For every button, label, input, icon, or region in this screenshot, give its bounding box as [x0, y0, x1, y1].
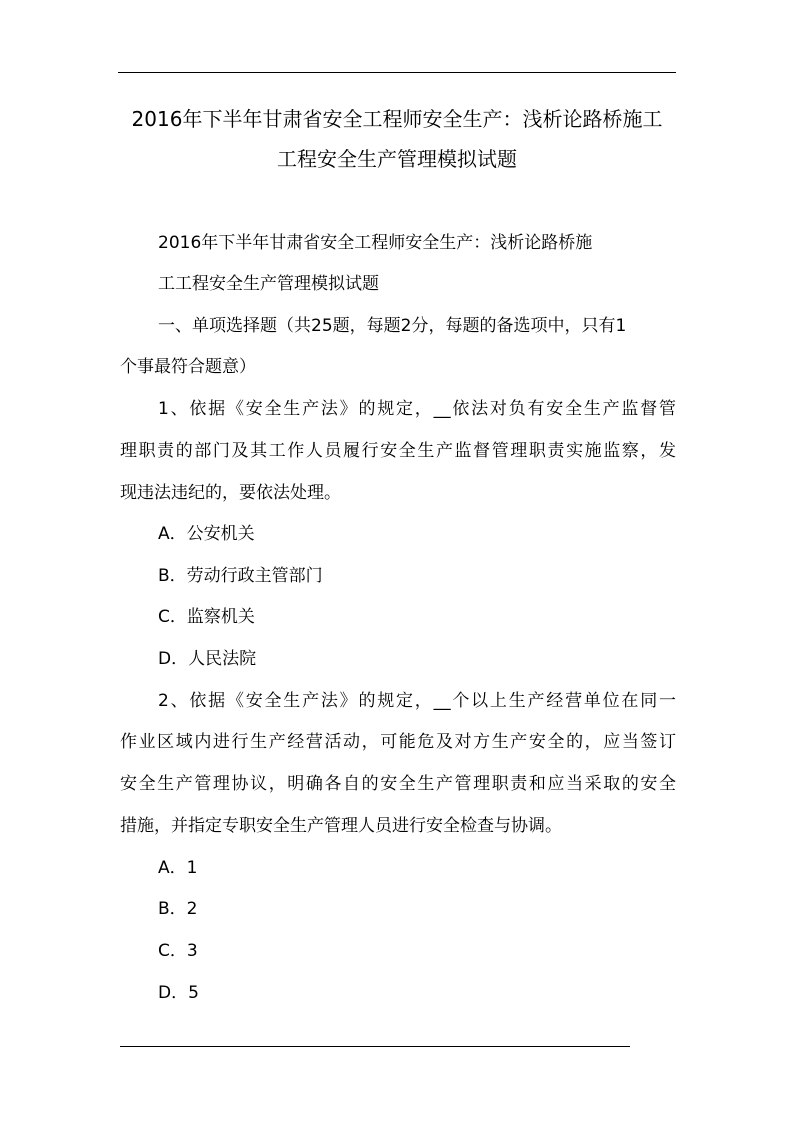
question-1-line-2: 理职责的部门及其工作人员履行安全生产监督管理职责实施监察，发 — [120, 441, 676, 461]
header-rule — [118, 72, 676, 73]
question-2-line-4: 措施，并指定专职安全生产管理人员进行安全检查与协调。 — [120, 816, 562, 836]
question-2-line-1: 2、依据《安全生产法》的规定，__个以上生产经营单位在同一 — [158, 691, 676, 711]
question-2-option-d: D．5 — [158, 983, 199, 1003]
question-1-line-3: 现违法违纪的，要依法处理。 — [120, 483, 341, 503]
subtitle-line-1: 2016年下半年甘肃省安全工程师安全生产：浅析论路桥施 — [158, 233, 593, 253]
section-heading-line-2: 个事最符合题意） — [120, 357, 256, 377]
question-1-option-d: D．人民法院 — [158, 649, 257, 669]
question-2-option-c: C．3 — [158, 941, 198, 961]
question-1-option-b: B．劳动行政主管部门 — [158, 566, 323, 586]
document-title-line-1: 2016年下半年甘肃省安全工程师安全生产：浅析论路桥施工 — [131, 107, 663, 131]
footer-rule — [120, 1046, 630, 1047]
question-2-option-b: B．2 — [158, 899, 198, 919]
section-heading-line-1: 一、单项选择题（共25题，每题2分，每题的备选项中，只有1 — [158, 316, 627, 336]
question-1-line-1: 1、依据《安全生产法》的规定，__依法对负有安全生产监督管 — [158, 399, 676, 419]
question-2-option-a: A．1 — [158, 858, 198, 878]
question-1-option-a: A．公安机关 — [158, 524, 255, 544]
document-title-line-2: 工程安全生产管理模拟试题 — [277, 147, 517, 171]
question-1-option-c: C．监察机关 — [158, 607, 255, 627]
question-2-line-2: 作业区域内进行生产经营活动，可能危及对方生产安全的，应当签订 — [120, 732, 676, 752]
subtitle-line-2: 工工程安全生产管理模拟试题 — [158, 274, 379, 294]
question-2-line-3: 安全生产管理协议，明确各自的安全生产管理职责和应当采取的安全 — [120, 774, 676, 794]
